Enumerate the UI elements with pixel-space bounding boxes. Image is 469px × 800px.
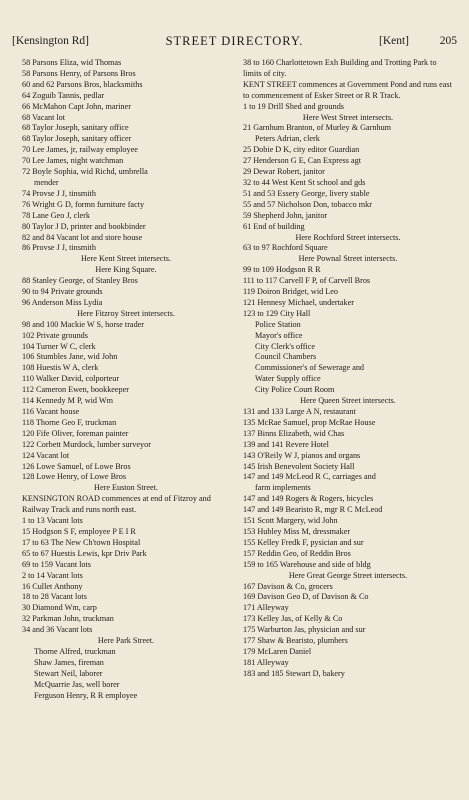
directory-entry: City Clerk's office	[255, 341, 315, 351]
directory-entry: 181 Alleyway	[243, 657, 289, 667]
directory-entry: 82 and 84 Vacant lot and store house	[22, 232, 143, 242]
directory-entry: 120 Fife Oliver, foreman painter	[22, 428, 129, 438]
page-header	[12, 34, 457, 48]
left-column	[22, 58, 230, 701]
directory-entry: 88 Stanley George, of Stanley Bros	[22, 276, 138, 286]
directory-entry: 78 Lane Geo J, clerk	[22, 210, 90, 220]
directory-entry: 74 Provse J J, tinsmith	[22, 188, 96, 198]
directory-entry: 106 Stumbles Jane, wid John	[22, 352, 118, 362]
directory-entry: 65 to 67 Huestis Lewis, kpr Driv Park	[22, 548, 147, 558]
cross-street-heading: Here Euston Street.	[94, 483, 158, 493]
directory-entry: 153 Hubley Miss M, dressmaker	[243, 526, 351, 536]
cross-street-heading: Here Queen Street intersects.	[300, 396, 396, 406]
directory-entry: 171 Alleyway	[243, 603, 289, 613]
directory-entry: 112 Cameron Ewen, bookkeeper	[22, 385, 130, 395]
header-left: [Kensington Rd]	[12, 35, 89, 47]
cross-street-heading: Here Kent Street intersects.	[80, 254, 172, 264]
directory-entry: 30 Diamond Wm, carp	[22, 603, 97, 613]
directory-entry: 147 and 149 Rogers & Rogers, bicycles	[243, 494, 374, 504]
street-description: KENT STREET commences at Government Pond and runs east to commencement of Esker Street or R R Track.	[243, 79, 452, 100]
directory-entry: 69 to 159 Vacant lots	[22, 559, 91, 569]
directory-entry: 32 Parkman John, truckman	[22, 614, 114, 624]
cross-street-heading: Here Great George Street intersects.	[288, 570, 408, 580]
directory-entry: 34 and 36 Vacant lots	[22, 625, 93, 635]
directory-entry: 70 Lee James, night watchman	[22, 156, 124, 166]
directory-entry: 70 Lee James, jr, railway employee	[22, 145, 138, 155]
directory-entry: 21 Garnhum Branton, of Murley & Garnhum	[243, 123, 392, 133]
page-title: STREET DIRECTORY.	[165, 34, 304, 48]
directory-entry: 139 and 141 Revere Hotel	[243, 439, 329, 449]
directory-entry: 143 O'Reily W J, pianos and organs	[243, 450, 361, 460]
directory-entry: 173 Kelley Jas, of Kelly & Co	[243, 614, 343, 624]
directory-entry: 98 and 100 Mackie W S, horse trader	[22, 319, 145, 329]
directory-entry: 66 McMahon Capt John, mariner	[22, 101, 131, 111]
directory-entry: 16 Cullet Anthony	[22, 581, 83, 591]
directory-entry: Ferguson Henry, R R employee	[34, 690, 138, 700]
directory-entry: 68 Taylor Joseph, sanitary office	[22, 123, 129, 133]
directory-entry: 114 Kennedy M P, wid Wm	[22, 396, 113, 406]
directory-entry: Stewart Neil, laborer	[34, 668, 103, 678]
directory-entry: 102 Private grounds	[22, 330, 88, 340]
directory-entry: 68 Taylor Joseph, sanitary officer	[22, 134, 132, 144]
directory-entry: Mayor's office	[255, 330, 303, 340]
directory-entry: City Police Court Room	[255, 385, 335, 395]
directory-entry: McQuarrie Jas, well borer	[34, 679, 120, 689]
directory-entry: 72 Boyle Sophia, wid Richd, umbrella	[22, 167, 148, 177]
directory-entry: 110 Walker David, colporteur	[22, 374, 120, 384]
cross-street-heading: Here King Square.	[95, 265, 157, 275]
directory-entry: Police Station	[255, 319, 301, 329]
directory-entry: 18 to 28 Vacant lots	[22, 592, 87, 602]
directory-entry: 68 Vacant lot	[22, 112, 66, 122]
directory-entry: Council Chambers	[255, 352, 317, 362]
directory-entry: 145 Irish Benevolent Society Hall	[243, 461, 355, 471]
directory-entry: Water Supply office	[255, 374, 321, 384]
directory-entry: 1 to 13 Vacant lots	[22, 516, 83, 526]
directory-entry: 122 Corbett Murdock, lumber surveyor	[22, 439, 151, 449]
directory-entry: farm implements	[255, 483, 311, 493]
directory-entry: 147 and 149 Bearisto R, mgr R C McLeod	[243, 505, 383, 515]
directory-entry: 167 Davison & Co, grocers	[243, 581, 333, 591]
header-section: [Kent]	[378, 35, 409, 47]
directory-entry: 183 and 185 Stewart D, bakery	[243, 668, 345, 678]
directory-entry: 55 and 57 Nicholson Don, tobacco mkr	[243, 199, 372, 209]
directory-entry: 135 McRae Samuel, prop McRae House	[243, 417, 376, 427]
cross-street-heading: Here West Street intersects.	[302, 112, 394, 122]
directory-entry: 128 Lowe Henry, of Lowe Bros	[22, 472, 127, 482]
directory-entry: 76 Wright G D, formn furniture facty	[22, 199, 145, 209]
directory-entry: 126 Lowe Samuel, of Lowe Bros	[22, 461, 131, 471]
directory-entry: Thorne Alfred, truckman	[34, 646, 116, 656]
directory-entry: 99 to 109 Hodgson R R	[243, 265, 321, 275]
directory-entry: 179 McLaren Daniel	[243, 646, 312, 656]
directory-entry: 80 Taylor J D, printer and bookbinder	[22, 221, 146, 231]
directory-entry: 157 Reddin Geo, of Reddin Bros	[243, 548, 351, 558]
directory-entry: Peters Adrian, clerk	[255, 134, 320, 144]
directory-entry: 118 Thorne Geo F, truckman	[22, 417, 117, 427]
directory-entry: 155 Kelley Fredk F, pysician and sur	[243, 537, 364, 547]
directory-entry: 137 Binns Elizabeth, wid Chas	[243, 428, 345, 438]
directory-entry: 51 and 53 Essery George, livery stable	[243, 188, 370, 198]
directory-entry: 15 Hodgson S F, employee P E I R	[22, 526, 136, 536]
directory-entry: 159 to 165 Warehouse and side of bldg	[243, 559, 371, 569]
directory-entry: 151 Scott Margery, wid John	[243, 516, 338, 526]
street-description: KENSINGTON ROAD commences at end of Fitzroy and Railway Track and runs north east.	[22, 494, 211, 515]
directory-entry: 58 Parsons Henry, of Parsons Bros	[22, 68, 136, 78]
directory-entry: 169 Davison Geo D, of Davison & Co	[243, 592, 369, 602]
directory-entry: 38 to 160 Charlottetown Exh Building and Trotting Park to limits of city.	[243, 58, 437, 78]
right-column	[243, 58, 453, 680]
directory-entry: 60 and 62 Parsons Bros, blacksmiths	[22, 79, 143, 89]
directory-entry: 59 Shepherd John, janitor	[243, 210, 328, 220]
directory-entry: mender	[34, 177, 59, 187]
directory-entry: 119 Doiron Bridget, wid Leo	[243, 287, 338, 297]
directory-entry: 116 Vacant house	[22, 407, 80, 416]
directory-entry: Commissioner's of Sewerage and	[255, 363, 365, 373]
cross-street-heading: Here Rochford Street intersects.	[295, 232, 401, 242]
directory-entry: 90 to 94 Private grounds	[22, 287, 103, 297]
directory-entry: Shaw James, fireman	[34, 657, 104, 667]
directory-entry: 1 to 19 Drill Shed and grounds	[243, 101, 344, 111]
directory-entry: 111 to 117 Carvell F P, of Carvell Bros	[243, 276, 371, 286]
page-number: 205	[439, 35, 457, 47]
directory-entry: 104 Turner W C, clerk	[22, 341, 96, 351]
directory-entry: 63 to 97 Rochford Square	[243, 243, 328, 253]
directory-entry: 124 Vacant lot	[22, 450, 70, 460]
directory-entry: 29 Dewar Robert, janitor	[243, 167, 325, 177]
directory-entry: 123 to 129 City Hall	[243, 308, 311, 318]
directory-entry: 108 Huestis W A, clerk	[22, 363, 99, 373]
directory-entry: 25 Dobie D K, city editor Guardian	[243, 145, 360, 155]
directory-entry: 131 and 133 Large A N, restaurant	[243, 407, 356, 416]
directory-entry: 58 Parsons Eliza, wid Thomas	[22, 58, 122, 67]
directory-entry: 175 Warburton Jas, physician and sur	[243, 625, 366, 635]
directory-entry: 17 to 63 The New Ch'town Hospital	[22, 537, 141, 547]
directory-entry: 61 End of building	[243, 221, 305, 231]
directory-entry: 2 to 14 Vacant lots	[22, 570, 83, 580]
directory-entry: 32 to 44 West Kent St school and gds	[243, 177, 366, 187]
directory-entry: 27 Henderson G E, Can Express agt	[243, 156, 362, 166]
directory-entry: 64 Zoguib Tannis, pedlar	[22, 90, 105, 100]
cross-street-heading: Here Pownal Street intersects.	[298, 254, 398, 264]
directory-entry: 96 Anderson Miss Lydia	[22, 297, 103, 307]
directory-entry: 177 Shaw & Bearisto, plumbers	[243, 636, 348, 646]
directory-entry: 121 Hennesy Michael, undertaker	[243, 297, 354, 307]
directory-entry: 86 Provse J J, tinsmith	[22, 243, 96, 253]
cross-street-heading: Here Fitzroy Street intersects.	[77, 308, 175, 318]
directory-entry: 147 and 149 McLeod R C, carriages and	[243, 472, 376, 482]
cross-street-heading: Here Park Street.	[97, 636, 155, 646]
